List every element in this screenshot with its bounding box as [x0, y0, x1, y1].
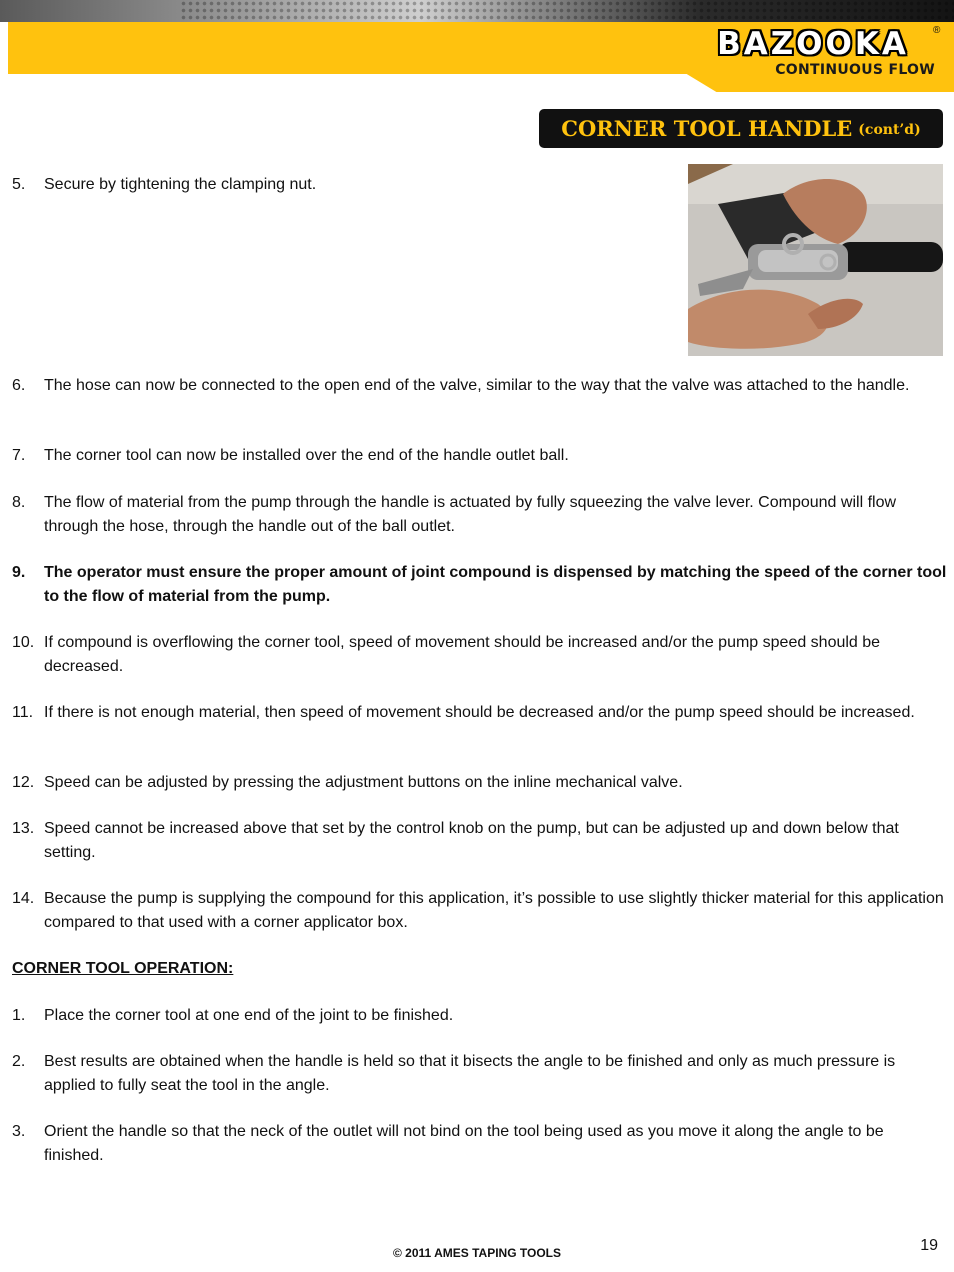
section-title: CORNER TOOL HANDLE — [561, 116, 853, 141]
step-text: The hose can now be connected to the open end of the valve, similar to the way that the valve was attached to the handle. — [44, 377, 910, 394]
step-item — [12, 444, 947, 468]
step-number: 6. — [12, 377, 26, 394]
step-text: The operator must ensure the proper amount of joint compound is dispensed by matching the speed of the corner tool to the flow of material from the pump. — [44, 564, 947, 605]
step-number: 5. — [12, 176, 26, 193]
step-text: The flow of material from the pump through the handle is actuated by fully squeezing the valve lever. Compound will flow through the hose, through the handle out of the ball outlet. — [44, 494, 897, 535]
step-item — [12, 771, 947, 795]
footer-copyright: © 2011 AMES TAPING TOOLS — [393, 1246, 561, 1260]
operation-heading: CORNER TOOL OPERATION: — [12, 960, 234, 977]
header-dot-pattern — [180, 0, 954, 22]
step-number: 1. — [12, 1007, 26, 1024]
step-number: 2. — [12, 1053, 26, 1070]
step-text: The corner tool can now be installed over the end of the handle outlet ball. — [44, 447, 569, 464]
brand-logo: BAZOOKA — [717, 26, 909, 62]
step-number: 13. — [12, 820, 35, 837]
registered-mark: ® — [933, 25, 941, 36]
page-number: 19 — [920, 1237, 938, 1254]
step-text: Because the pump is supplying the compound for this application, it’s possible to use slightly thicker material for this application compared to that used with a corner applicator box. — [44, 890, 944, 931]
step-text: Orient the handle so that the neck of the outlet will not bind on the tool being used as you move it along the angle to be finished. — [44, 1123, 884, 1164]
operation-item — [12, 1004, 947, 1028]
step-text: If there is not enough material, then speed of movement should be decreased and/or the pump speed should be increased. — [44, 704, 915, 721]
step-item-warning — [12, 561, 947, 608]
step-number: 12. — [12, 774, 35, 791]
step-item — [12, 631, 947, 678]
step-text: Best results are obtained when the handle is held so that it bisects the angle to be finished and only as much pressure is applied to fully seat the tool in the angle. — [44, 1053, 896, 1094]
step-text: Secure by tightening the clamping nut. — [44, 176, 317, 193]
step-text: Speed cannot be increased above that set by the control knob on the pump, but can be adjusted up and down below that setting. — [44, 820, 899, 861]
step-item — [12, 173, 947, 197]
section-title-suffix: (cont’d) — [858, 122, 921, 138]
section-title-banner — [539, 109, 943, 148]
operation-item — [12, 1120, 947, 1167]
brand-subtitle: CONTINUOUS FLOW — [775, 62, 935, 78]
step-item — [12, 374, 947, 398]
step-number: 8. — [12, 494, 26, 511]
step-item — [12, 701, 947, 725]
step-number: 3. — [12, 1123, 26, 1140]
step-number: 7. — [12, 447, 26, 464]
step-item — [12, 887, 947, 934]
step-number: 10. — [12, 634, 35, 651]
step-text: Speed can be adjusted by pressing the adjustment buttons on the inline mechanical valve. — [44, 774, 683, 791]
step-item — [12, 491, 947, 538]
step-number: 11. — [12, 704, 34, 721]
step-text: Place the corner tool at one end of the joint to be finished. — [44, 1007, 454, 1024]
step-number: 9. — [12, 564, 26, 581]
operation-item — [12, 1050, 947, 1097]
step-number: 14. — [12, 890, 35, 907]
step-text: If compound is overflowing the corner tool, speed of movement should be increased and/or the pump speed should be decreased. — [44, 634, 881, 675]
step-item — [12, 817, 947, 864]
